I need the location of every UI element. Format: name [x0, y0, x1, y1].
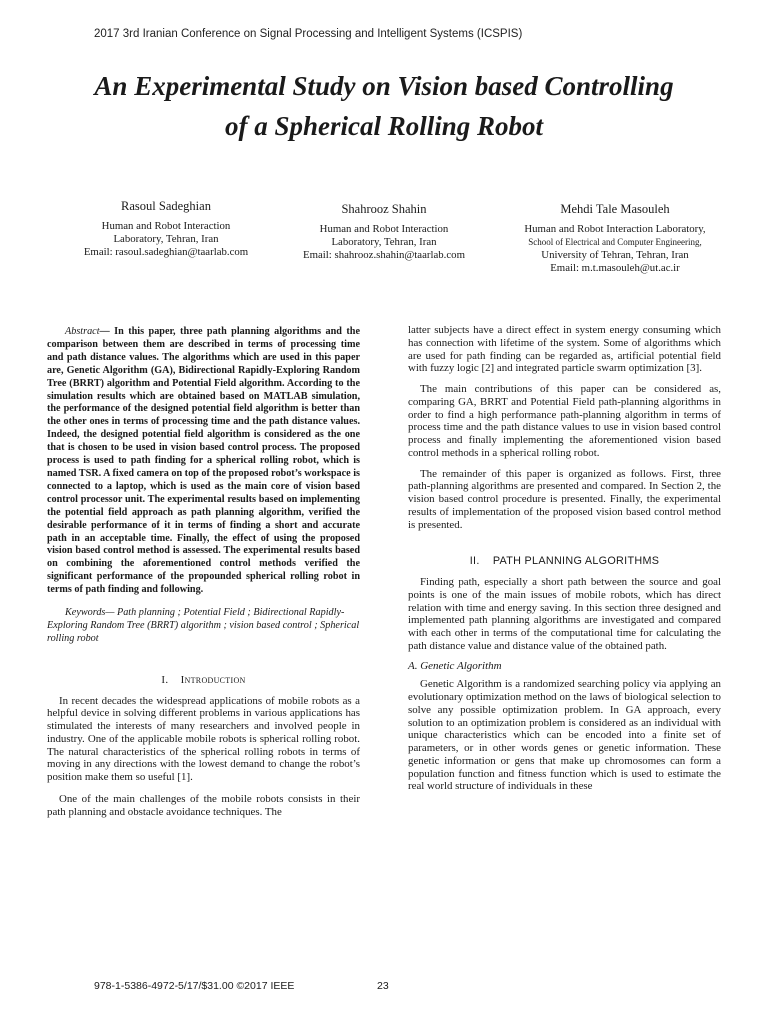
abstract-dash: — — [99, 326, 110, 337]
conference-header: 2017 3rd Iranian Conference on Signal Processing and Intelligent Systems (ICSPIS) — [94, 28, 523, 40]
author-affiliation: University of Tehran, Tehran, Iran — [541, 249, 689, 261]
section-title: Introduction — [180, 673, 246, 686]
subsection-heading-genetic-algorithm: A. Genetic Algorithm — [408, 659, 502, 672]
title-line-1: An Experimental Study on Vision based Controlling — [94, 71, 674, 101]
keywords-text: Path planning ; Potential Field ; Bidirectional Rapidly-Exploring Random Tree (BRRT) algorithm ; vision based control ; Spherical rolling robot — [47, 607, 360, 644]
author-affiliation: School of Electrical and Computer Engineering, — [528, 237, 702, 247]
author-email: Email: rasoul.sadeghian@taarlab.com — [83, 246, 249, 258]
section-title: PATH PLANNING ALGORITHMS — [492, 555, 660, 568]
abstract-label: Abstract — [65, 326, 100, 337]
right-column — [408, 324, 721, 793]
author-email: Email: m.t.masouleh@ut.ac.ir — [550, 262, 680, 274]
right-paragraph-3: The remainder of this paper is organized as follows. First, three path-planning algorithms are presented and compared. In Section 2, the vision based control procedure is presented. Finally, the experimental results of implementation of the proposed vision based control method is presented. — [408, 467, 721, 531]
abstract — [47, 326, 360, 597]
author-name: Mehdi Tale Masouleh — [560, 202, 670, 216]
section-heading-introduction — [47, 674, 360, 687]
page-number: 23 — [377, 980, 389, 992]
keywords-label: Keywords— — [65, 607, 115, 619]
author-name: Shahrooz Shahin — [341, 202, 427, 216]
intro-paragraph-1: In recent decades the widespread applications of mobile robots as a helpful device in solving different problems in various applications has stimulated the interests of many researchers and involved people in industry. One of the applicable mobile robots is spherical rolling robot. The natural characteristics of the spherical rolling robots in terms of moving in any directions with the lowest demand to change the robot’s position make them so useful [1]. — [47, 694, 360, 783]
abstract-text: In this paper, three path planning algorithms and the comparison between them are described in terms of processing time and path distance values. The algorithms which are used in this paper are, Genetic Algorithm (GA), Bidirectional Rapidly-Exploring Random Tree (BRRT) algorithm and Potential Field algorithm. According to the simulation results which are obtained based on MATLAB simulation, the performance of the designed potential field algorithm is better than the other ones in terms of processing time and the path distance values. Indeed, the designed potential field algorithm is considered as the one that is chosen to be used in vision based control process. The proposed process is used to path finding for a spherical rolling robot, which is named TSR. A fixed camera on top of the proposed robot’s workspace is connected to a laptop, which is used as the main core of vision based control processor unit. The experimental results based on implementing the potential field approach as path planning algorithm, verified the desirable performance of it in terms of finding a short and accurate path in an acceptable time. Finally, the effect of using the proposed vision based control method is assessed. The experimental results based on combining the aforementioned control methods verified the significant performance of the propounded spherical rolling robot in terms of path finding and following. — [47, 326, 360, 596]
right-paragraph-1: latter subjects have a direct effect in system energy consuming which has connection with lifetime of the system. Some of algorithms which are used for path finding can be regarded as, artificial potential field with fuzzy logic [2] and integrated particle swarm optimization [3]. — [408, 324, 721, 375]
paper-title — [20, 66, 748, 146]
title-line-2: of a Spherical Rolling Robot — [224, 111, 544, 141]
author-block-1 — [50, 200, 282, 259]
section-heading-path-planning — [408, 555, 721, 568]
author-affiliation: Laboratory, Tehran, Iran — [331, 236, 437, 248]
section-number: I. — [161, 673, 169, 686]
section-number: II. — [469, 555, 480, 568]
keywords — [47, 607, 360, 646]
left-column — [47, 326, 360, 818]
author-affiliation: Human and Robot Interaction — [319, 223, 449, 235]
author-block-3 — [490, 203, 740, 275]
author-affiliation: Laboratory, Tehran, Iran — [113, 233, 219, 245]
footer-isbn: 978-1-5386-4972-5/17/$31.00 ©2017 IEEE — [94, 980, 295, 992]
author-block-2 — [268, 203, 500, 262]
author-email: Email: shahrooz.shahin@taarlab.com — [303, 249, 465, 261]
intro-paragraph-2: One of the main challenges of the mobile robots consists in their path planning and obstacle avoidance techniques. The — [47, 792, 360, 818]
path-planning-paragraph-1: Finding path, especially a short path between the source and goal points is one of the main issues of mobile robots, which has direct relation with time and energy saving. In this section three designed and implemented path planning algorithms are investigated and compared with each other in terms of the computational time for calculating the path distance value and distance value of the obtained path. — [408, 576, 721, 652]
right-paragraph-2: The main contributions of this paper can be considered as, comparing GA, BRRT and Potential Field path-planning algorithms in order to find a high performance path-planning algorithm in terms of process time and the path distance values to use in vision based control process and finally implementing the aforementioned vision based control methods in a spherical rolling robot. — [408, 383, 721, 459]
genetic-algorithm-paragraph: Genetic Algorithm is a randomized searching policy via applying an evolutionary optimization method on the laws of biological selection to solve any possible optimization problem. In GA approach, every solution to an optimization problem is considered as an individual with unique characteristics which can be encoded into a finite set of parameters, or in other words genes or genetic information. These genetic information or gens that make up chromosomes can form a population function and fitness function which is used to estimate the real world structure of individuals in these — [408, 678, 721, 793]
author-affiliation: Human and Robot Interaction Laboratory, — [524, 223, 706, 235]
author-affiliation: Human and Robot Interaction — [101, 220, 231, 232]
author-name: Rasoul Sadeghian — [121, 199, 211, 213]
